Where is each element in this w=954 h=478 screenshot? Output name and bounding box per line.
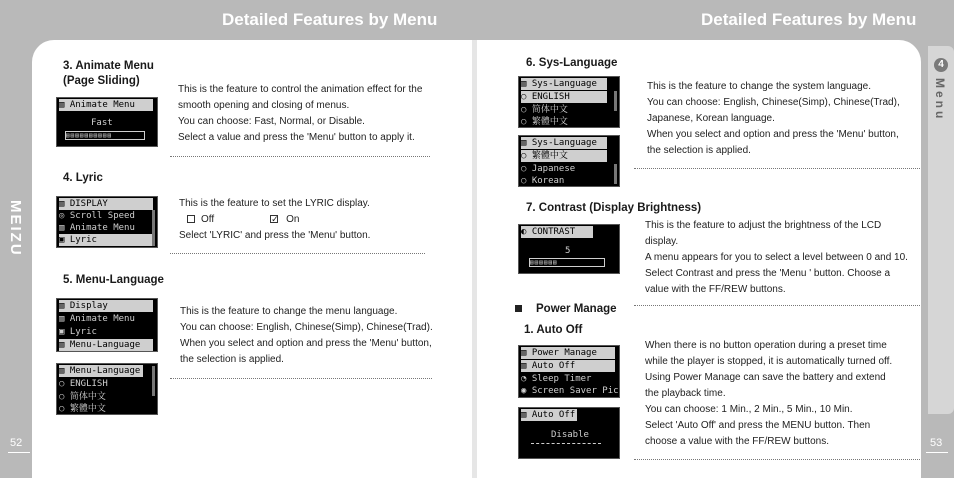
lcd-slider: ▤▤▤▤▤▤▤▤▤▤ (65, 131, 145, 140)
lcd-animate-menu (56, 97, 158, 147)
lcd-row-selected: ▥ Menu-Language (59, 339, 153, 351)
menu-language-text: This is the feature to change the menu language. You can choose: English, Chinese(Simp), Chinese(Trad). When you select and option and press the 'Menu' button, the selection is applied. (180, 306, 433, 365)
lcd-value: Fast (91, 118, 113, 128)
square-bullet-icon (515, 305, 522, 312)
lcd-title: ▥ Animate Menu (59, 99, 153, 111)
lcd-scrollbar (614, 164, 617, 184)
lcd-row: ○ 繁體中文 (521, 117, 568, 127)
page-number-right: 53 (930, 437, 943, 449)
lcd-row: ◎ Scroll Speed (59, 211, 135, 221)
auto-off-text: When there is no button operation during a preset time while the player is stopped, it is automatically turned off. Using Power Manage can save the battery and extend the playback time. You can choose: 1 Min., 2 Min., 5 Min., 10 Min. Select 'Auto Off' and press the MENU button. Then choose a value with the FF/REW buttons. (645, 340, 893, 447)
lcd-row: ▣ Lyric (59, 327, 97, 337)
chapter-number-icon: 4 (934, 58, 948, 72)
lcd-row: ▥ Animate Menu (59, 223, 135, 233)
lyric-text: This is the feature to set the LYRIC display. Off✓ On Select 'LYRIC' and press the 'Menu' button. (179, 196, 370, 244)
animate-text: This is the feature to control the animation effect for the smooth opening and closing of menus. You can choose: Fast, Normal, or Disable. Select a value and press the 'Menu' button to apply it. (178, 84, 423, 143)
lcd-scrollbar (152, 210, 155, 246)
lcd-row-selected: ▥ Auto Off (521, 360, 615, 372)
lcd-scrollbar (152, 366, 155, 396)
divider (634, 305, 920, 306)
lcd-slider (531, 443, 601, 444)
lcd-row: ◉ Screen Saver Pic (521, 386, 619, 396)
lcd-menu-language-1 (56, 298, 158, 352)
contrast-text: This is the feature to adjust the brightness of the LCD display. A menu appears for you to select a level between 0 and 10. Select Contrast and press the 'Menu ' button. Choose a value with the FF/REW buttons. (645, 220, 908, 295)
lcd-title: ▥ Display (59, 300, 153, 312)
page-number-rule (926, 452, 948, 453)
lcd-row-selected: ○ ENGLISH (521, 91, 607, 103)
chapter-tab-label (928, 58, 954, 158)
power-manage-heading: Power Manage (515, 302, 617, 317)
lcd-title: ▥ Sys-Language (521, 137, 607, 149)
lcd-title: ▥ DISPLAY (59, 198, 153, 210)
divider (170, 253, 425, 254)
lcd-row: ○ ENGLISH (59, 379, 108, 389)
on-checkbox-icon (270, 215, 278, 223)
lcd-contrast (518, 224, 620, 274)
divider (634, 168, 920, 169)
lcd-lyric (56, 196, 158, 248)
lcd-row: ▥ Animate Menu (59, 314, 135, 324)
lcd-auto-off (518, 407, 620, 459)
lcd-sys-language-1 (518, 76, 620, 128)
divider (634, 459, 920, 460)
lcd-title: ◐ CONTRAST (521, 226, 593, 238)
lcd-scrollbar (614, 91, 617, 111)
page-header-left: Detailed Features by Menu (222, 10, 438, 29)
chapter-label: Menu (933, 78, 947, 122)
divider (170, 378, 432, 379)
lcd-row: ○ 简体中文 (59, 392, 106, 402)
lcd-row: ○ Japanese (521, 164, 576, 174)
lcd-sys-language-2 (518, 135, 620, 187)
menu-language-heading: 5. Menu-Language (63, 274, 164, 286)
auto-off-heading: 1. Auto Off (524, 324, 583, 336)
lcd-title: ▥ Power Manage (521, 347, 615, 359)
lcd-row: ○ Korean (521, 176, 565, 186)
lcd-title: ▥ Menu-Language (59, 365, 143, 377)
lcd-row: ○ 繁體中文 (59, 404, 106, 414)
sys-language-heading: 6. Sys-Language (526, 57, 618, 69)
lcd-row: ○ 简体中文 (521, 105, 568, 115)
lcd-menu-language-2 (56, 363, 158, 415)
meizu-logo: MEIZU (7, 200, 24, 257)
lcd-value: Disable (551, 430, 589, 440)
page-header-right: Detailed Features by Menu (701, 10, 917, 29)
divider (170, 156, 430, 157)
lcd-title: ▥ Auto Off (521, 410, 576, 420)
lcd-value: 5 (565, 246, 571, 256)
lcd-row-selected: ▣ Lyric (59, 234, 153, 246)
animate-heading: 3. Animate Menu (Page Sliding) (63, 60, 154, 87)
lcd-power-manage (518, 345, 620, 398)
contrast-heading: 7. Contrast (Display Brightness) (526, 202, 702, 214)
lcd-title: ▥ Sys-Language (521, 78, 607, 90)
lcd-slider: ▤▤▤▤▤▤ (529, 258, 605, 267)
lyric-heading: 4. Lyric (63, 172, 103, 184)
page-number-rule (8, 452, 30, 453)
lcd-row-selected: ○ 繁體中文 (521, 150, 607, 162)
off-checkbox-icon (187, 215, 195, 223)
sys-language-text: This is the feature to change the system language. You can choose: English, Chinese(Simp), Chinese(Trad), Japanese, Korean language. When you select and option and press the 'Menu' button, the selection is applied. (647, 81, 900, 156)
lcd-row: ◔ Sleep Timer (521, 374, 592, 384)
page-number-left: 52 (10, 437, 23, 449)
